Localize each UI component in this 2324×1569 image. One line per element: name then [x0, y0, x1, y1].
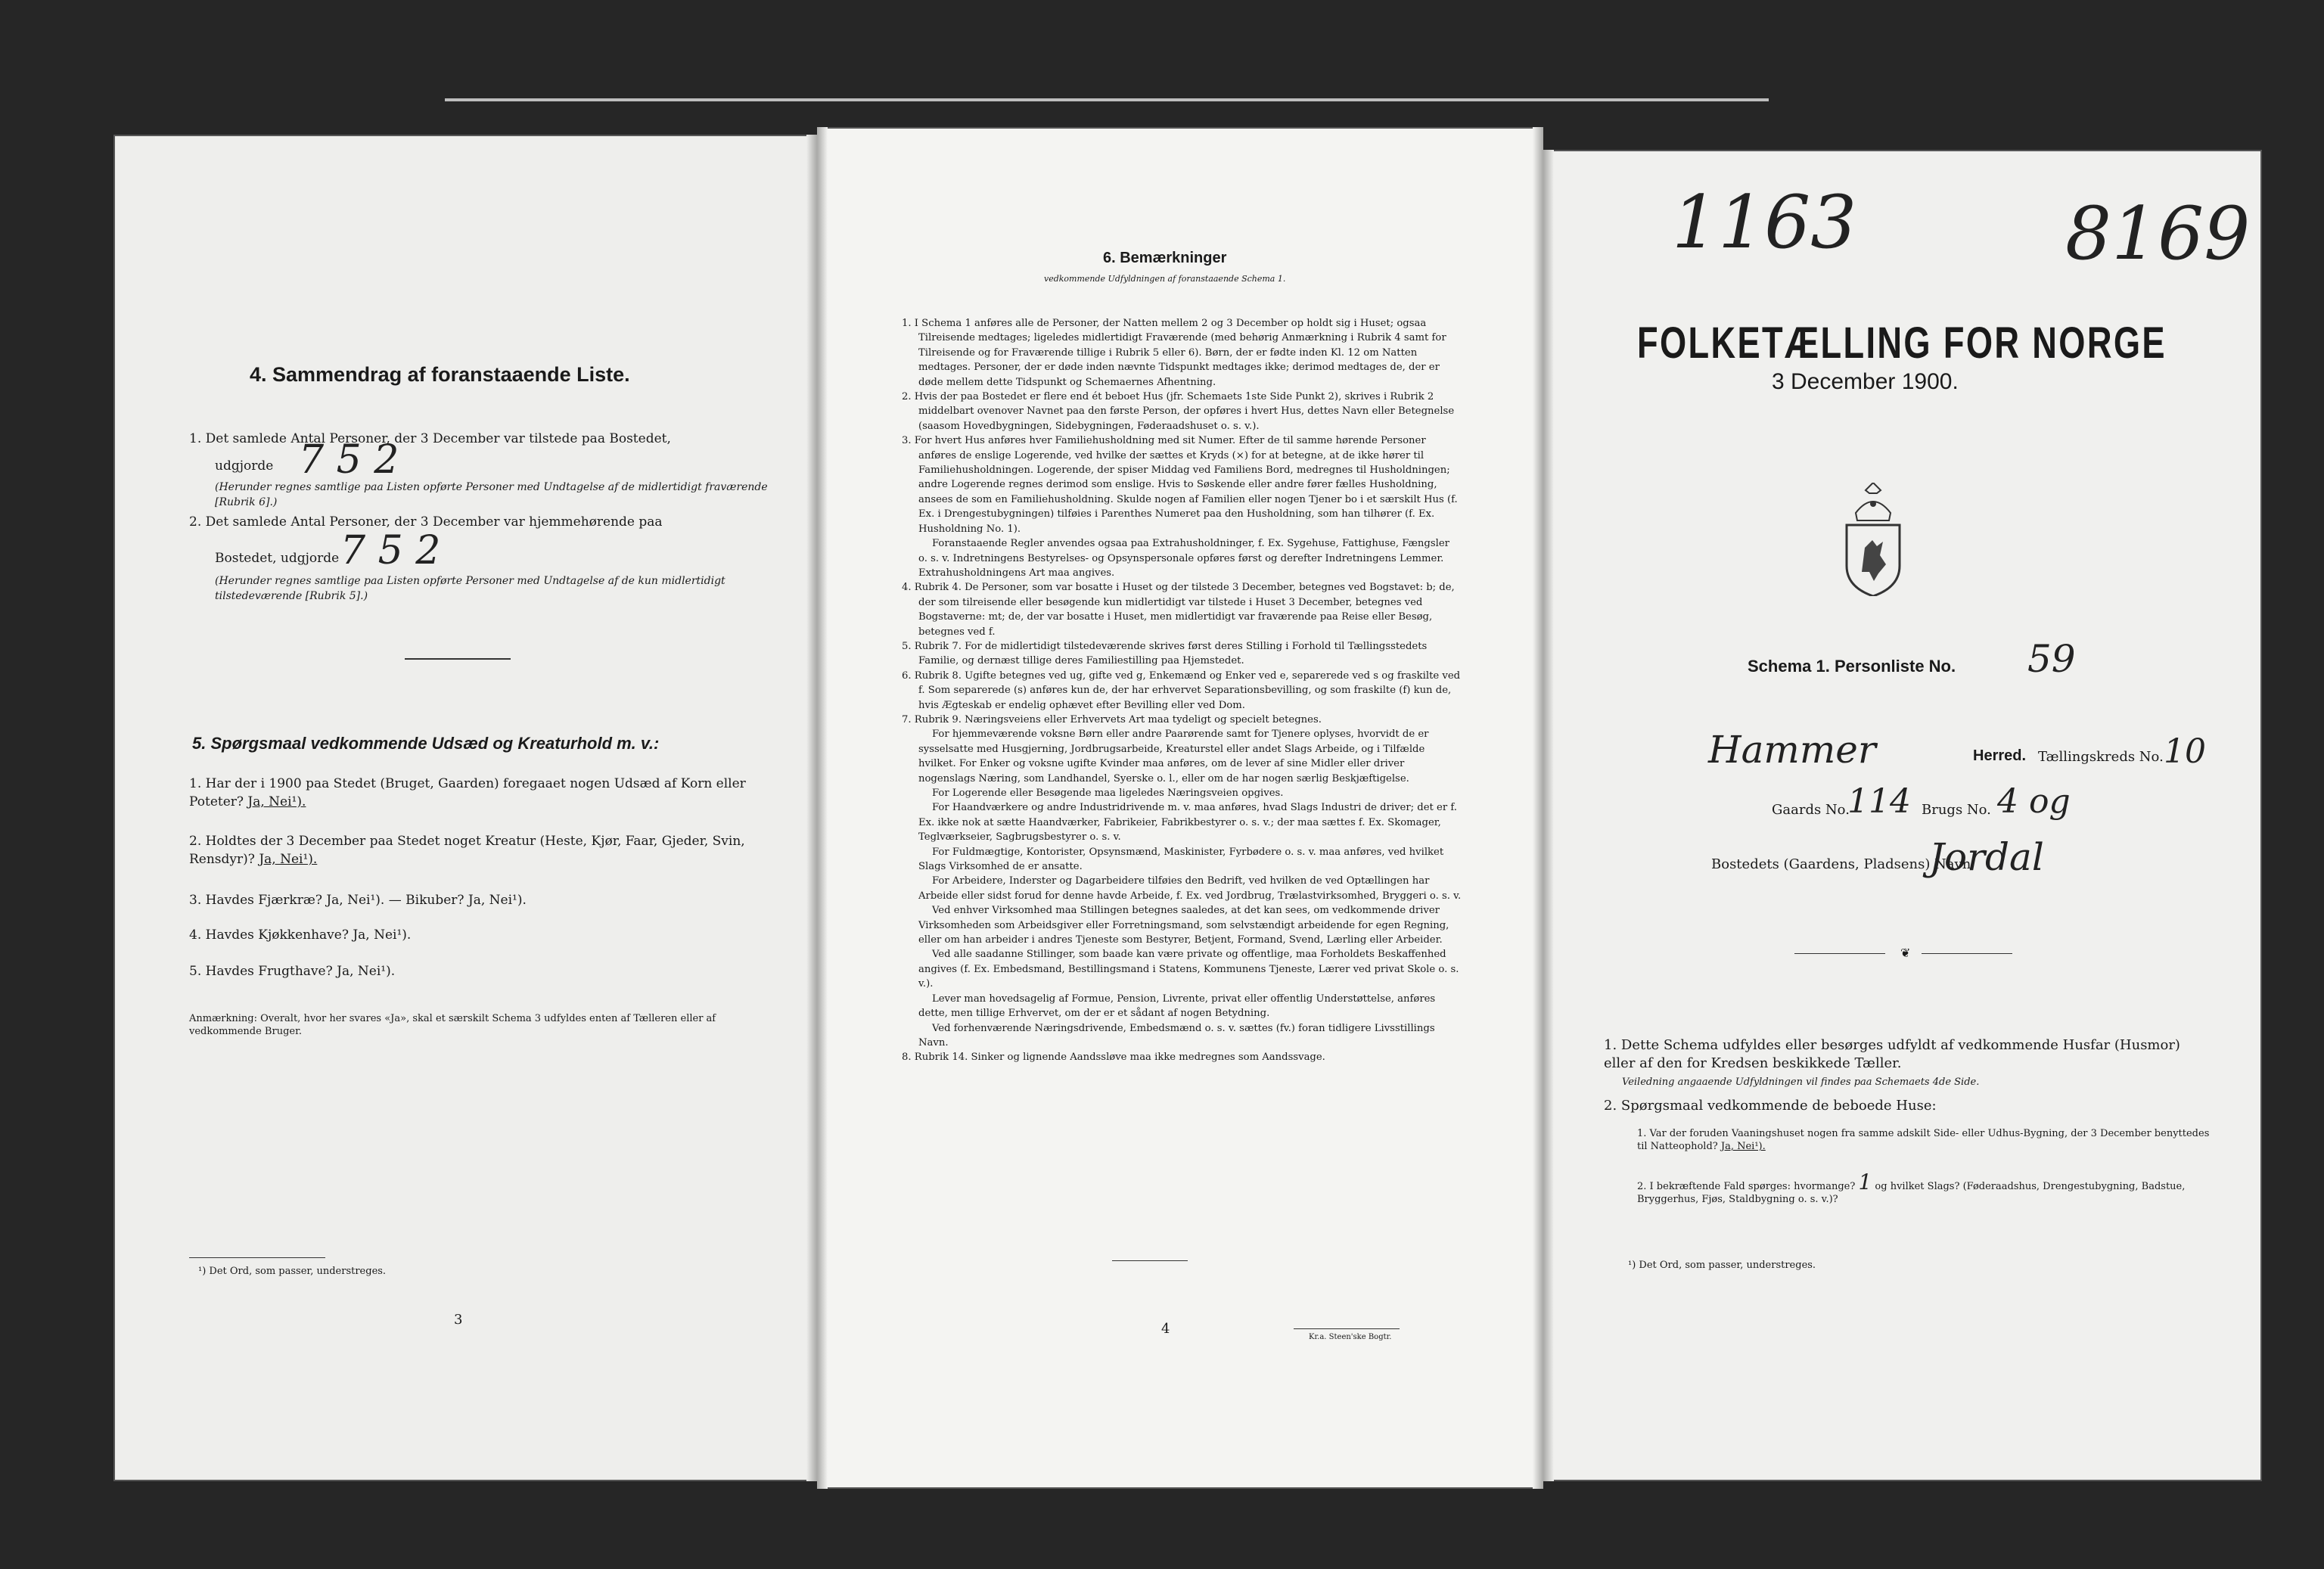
instruction-2-2-value: 1	[1858, 1170, 1872, 1195]
instruction-2: 2. Spørgsmaal vedkommende de beboede Huse:	[1604, 1098, 1937, 1114]
answer-5: Ja, Nei¹).	[337, 964, 396, 979]
middle-page	[817, 127, 1543, 1489]
right-page	[1543, 150, 2262, 1481]
remark-item: For Arbeidere, Inderster og Dagarbeidere tilføies den Bedrift, ved hvilken de ved Optællingen har Arbeide eller sidst forud for denne havde Arbeide, f. Ex. ved Jordbrug, Trælastvirksomhed, Bryggeri o. s. v.	[918, 875, 1462, 902]
divider	[1794, 953, 1885, 954]
remark-note: Anmærkning: Overalt, hvor her svares «Ja», skal et særskilt Schema 3 udfyldes enten af Tælleren eller af vedkommende Bruger.	[189, 1013, 716, 1037]
divider	[1112, 1260, 1188, 1261]
item1-note: (Herunder regnes samtlige paa Listen opførte Personer med Undtagelse af de midlertidigt fraværende [Rubrik 6].)	[215, 481, 768, 508]
page-number: 4	[1161, 1321, 1170, 1337]
remark-item: For Logerende eller Besøgende maa ligeledes Næringsveien opgives.	[932, 788, 1284, 799]
answer-3: Ja, Nei¹). — Bikuber? Ja, Nei¹).	[326, 893, 527, 908]
remark-item: 8. Rubrik 14. Sinker og lignende Aandssløve maa ikke medregnes som Aandssvage.	[902, 1052, 1325, 1064]
item2-tail: Bostedet, udgjorde	[215, 551, 340, 566]
item2-handwritten-values: 7 5 2	[340, 528, 441, 573]
instruction-2-1: 1. Var der foruden Vaaningshuset nogen fra samme adskilt Side- eller Udhus-Bygning, der 3 December benyttedes til Natteophold? Ja, Nei¹).	[1637, 1128, 2210, 1152]
ornament-icon: ❦	[1900, 946, 1911, 960]
top-edge-line	[445, 98, 1769, 101]
herred-value: Hammer	[1708, 728, 1876, 772]
page-fold	[1533, 127, 1543, 1489]
remark-item: 5. Rubrik 7. For de midlertidigt tilstedeværende skrives først deres Stilling i Forhold til Tællingsstedets Familie, og dernæst tillige deres Familiestilling paa Hjemstedet.	[902, 640, 1428, 667]
handwritten-number-left: 1163	[1672, 180, 1857, 265]
page-fold	[817, 127, 828, 1489]
instruction-2-1-answer: Ja, Nei¹).	[1720, 1141, 1766, 1152]
item1-label: 1. Det samlede Antal Personer, der 3 December var tilstede paa Bostedet,	[189, 431, 671, 446]
kreds-label: Tællingskreds No.	[2038, 749, 2164, 765]
left-page	[113, 135, 817, 1481]
section4-title: 4. Sammendrag af foranstaaende Liste.	[250, 363, 630, 386]
answer-4: Ja, Nei¹).	[353, 927, 412, 943]
question-5: 5. Havdes Frugthave? Ja, Nei¹).	[189, 964, 396, 979]
remark-item: For Fuldmægtige, Kontorister, Opsynsmænd, Maskinister, Fyrbødere o. s. v. maa anføres, ved hvilket Slags Virksomhed de er ansatte.	[918, 846, 1444, 873]
remark-item: For hjemmeværende voksne Børn eller andre Paarørende samt for Tjenere oplyses, hvorvidt de er sysselsatte med Husgjerning, Jordbrugsarbeide, Kreaturstel eller andet Slags Arbeide, og i Tilfælde hvilket. For Enker og voksne ugifte Kvinder maa anføres, om de lever af sine Midler eller driver nogenslags Næring, som Landhandel, Syerske o. l., eller om de har nogen særlig Beskjæftigelse.	[918, 729, 1429, 784]
question-3: 3. Havdes Fjærkræ? Ja, Nei¹). — Bikuber? Ja, Nei¹).	[189, 893, 527, 908]
remarks-list	[902, 316, 1462, 1065]
gaards-value: 114	[1847, 782, 1911, 821]
remark-item: 3. For hvert Hus anføres hver Familiehusholdning med sit Numer. Efter de til samme hørende Personer anføres de enslige Logerende, ved hvilke der sættes et Kryds (×) for at betegne, at de ikke hører til Familiehusholdningen. Logerende, der spiser Middag ved Familiens Bord, medregnes til Husholdningen; andre Logerende regnes derimod som enslige. Hvis to Søskende eller andre fører fælles Husholdning, ansees de som en Familiehusholdning. Skulde nogen af Familien eller nogen Tjener bo i et særskilt Hus (f. Ex. i Drengestubygningen) tilføies i Parenthes Numeret paa den Husholdning, som han tilhører (f. Ex. Husholdning No. 1).	[902, 435, 1458, 535]
footnote: ¹) Det Ord, som passer, understreges.	[198, 1266, 387, 1277]
coat-of-arms-icon	[1841, 483, 1906, 599]
remarks-title: 6. Bemærkninger	[1103, 250, 1227, 266]
remark-item: 1. I Schema 1 anføres alle de Personer, der Natten mellem 2 og 3 December op holdt sig i Huset; ogsaa Tilreisende medtages; ligeledes midlertidigt Fraværende (med behørig Anmærkning i Rubrik 4 samt for Tilreisende og for Fraværende tillige i Rubrik 5 eller 6). Børn, der er fødte inden Kl. 12 om Natten medtages. Personer, der er døde inden nævnte Tidspunkt medtages ikke; derimod medtages de, der er døde mellem dette Tidspunkt og Schemaernes Afhentning.	[902, 318, 1446, 388]
question-4: 4. Havdes Kjøkkenhave? Ja, Nei¹).	[189, 927, 412, 943]
handwritten-number-right: 8169	[2065, 191, 2251, 276]
item2-label: 2. Det samlede Antal Personer, der 3 December var hjemmehørende paa	[189, 514, 663, 530]
footnote-rule	[189, 1257, 325, 1258]
remark-item: Ved enhver Virksomhed maa Stillingen betegnes saaledes, at det kan sees, om vedkommende driver Virksomheden som Arbeidsgiver eller Forretningsmand, som selvstændigt arbeidende for egen Regning, eller om han arbeider i andres Tjeneste som Bestyrer, Betjent, Formand, Svend, Lærling eller Arbeider.	[918, 905, 1449, 946]
printer-mark: Kr.a. Steen'ske Bogtr.	[1309, 1333, 1392, 1341]
form-title: FOLKETÆLLING FOR NORGE	[1637, 318, 2167, 368]
remark-item: Ved alle saadanne Stillinger, som baade kan være private og offentlige, maa Forholdets Beskaffenhed angives (f. Ex. Embedsmand, Bestillingsmand i Statens, Kommunens Tjeneste, Lærer ved privat Skole o. s. v.).	[918, 949, 1459, 990]
remark-item: 6. Rubrik 8. Ugifte betegnes ved ug, gifte ved g, Enkemænd og Enker ved e, separerede ved s og fraskilte ved f. Som separerede (s) anføres kun de, der har erhvervet Separationsbevilling, og som fraskilte (f) kun de, hvis Ægteskab er endelig ophævet efter Bevilling eller ved Dom.	[902, 670, 1461, 711]
remark-item: Ved forhenværende Næringsdrivende, Embedsmænd o. s. v. sættes (fv.) foran tidligere Livsstillings Navn.	[918, 1022, 1435, 1049]
question-2: 2. Holdtes der 3 December paa Stedet noget Kreatur (Heste, Kjør, Faar, Gjeder, Svin, Rensdyr)? Ja, Nei¹).	[189, 834, 745, 867]
remarks-subtitle: vedkommende Udfyldningen af foranstaaende Schema 1.	[1044, 274, 1286, 284]
item1-tail: udgjorde	[215, 458, 274, 474]
remark-item: 4. Rubrik 4. De Personer, som var bosatte i Huset og der tilstede 3 December, betegnes ved Bogstavet: b; de, der som tilreisende eller besøgende kun midlertidigt var tilstede i Huset 3 December, betegnes ved Bogstaverne: mt; de, der var bosatte i Huset, men midlertidigt var fraværende paa Reise eller Besøg, betegnes ved f.	[902, 582, 1455, 638]
remark-item: Foranstaaende Regler anvendes ogsaa paa Extrahusholdninger, f. Ex. Sygehuse, Fattighuse, Fængsler o. s. v. Indretningens Bestyrelses- og Opsynspersonale opføres først og derefter Indretningens Lemmer. Extrahusholdningens Art maa angives.	[918, 538, 1449, 579]
answer-2: Ja, Nei¹).	[259, 852, 318, 867]
kreds-value: 10	[2164, 732, 2206, 771]
remark-item: 2. Hvis der paa Bostedet er flere end ét beboet Hus (jfr. Schemaets 1ste Side Punkt 2), skrives i Rubrik 2 middelbart ovenover Navnet paa den første Person, der opføres i hvert Hus, dettes Navn eller Betegnelse (saasom Hovedbygningen, Sidebygningen, Føderaadshuset o. s. v.).	[902, 391, 1455, 432]
printer-rule	[1294, 1328, 1400, 1329]
instruction-2-2: 2. I bekræftende Fald spørges: hvormange? 1 og hvilket Slags? (Føderaadshus, Drengestubygning, Badstue, Bryggerhus, Fjøs, Staldbygning o. s. v.)?	[1637, 1170, 2186, 1205]
gaards-label: Gaards No.	[1772, 802, 1850, 818]
instruction-1: 1. Dette Schema udfyldes eller besørges udfyldt af vedkommende Husfar (Husmor) eller af den for Kredsen beskikkede Tæller.	[1604, 1037, 2180, 1071]
divider	[1922, 953, 2012, 954]
instruction-1-note: Veiledning angaaende Udfyldningen vil findes paa Schemaets 4de Side.	[1622, 1077, 1980, 1088]
question-1: 1. Har der i 1900 paa Stedet (Bruget, Gaarden) foregaaet nogen Udsæd af Korn eller Poteter? Ja, Nei¹).	[189, 776, 746, 809]
census-date: 3 December 1900.	[1772, 369, 1959, 394]
item1-handwritten-values: 7 5 2	[299, 437, 399, 483]
remark-item: Lever man hovedsagelig af Formue, Pension, Livrente, privat eller offentlig Understøttelse, anføres dette, men tillige Erhvervet, om der er et sådant af nogen Betydning.	[918, 993, 1436, 1020]
section5-title: 5. Spørgsmaal vedkommende Udsæd og Kreaturhold m. v.:	[192, 734, 660, 753]
page-fold	[806, 135, 817, 1481]
divider	[405, 658, 511, 660]
footnote: ¹) Det Ord, som passer, understreges.	[1628, 1260, 1816, 1271]
brugs-label: Brugs No.	[1922, 802, 1991, 818]
bosted-label: Bostedets (Gaardens, Pladsens) Navn	[1711, 856, 1971, 872]
page-number: 3	[454, 1312, 463, 1328]
bosted-value: Jordal	[1929, 835, 2044, 879]
remark-item: 7. Rubrik 9. Næringsveiens eller Erhvervets Art maa tydeligt og specielt betegnes.	[902, 713, 1322, 725]
schema-label: Schema 1. Personliste No.	[1748, 657, 1956, 676]
brugs-value: 4 og	[1997, 782, 2071, 821]
page-fold	[1543, 150, 1554, 1481]
schema-value: 59	[2027, 637, 2076, 681]
answer-1: Ja, Nei¹).	[247, 794, 306, 809]
remark-item: For Haandværkere og andre Industridrivende m. v. maa anføres, hvad Slags Industri de driver; det er f. Ex. ikke nok at sætte Haandværker, Fabrikeier, Fabrikbestyrer o. s. v.; der maa sættes f. Ex. Skomager, Teglværkseier, Sagbrugsbestyrer o. s. v.	[918, 802, 1457, 844]
herred-label: Herred.	[1973, 747, 2027, 764]
item2-note: (Herunder regnes samtlige paa Listen opførte Personer med Undtagelse af de kun midlertidigt tilstedeværende [Rubrik 5].)	[215, 575, 725, 602]
